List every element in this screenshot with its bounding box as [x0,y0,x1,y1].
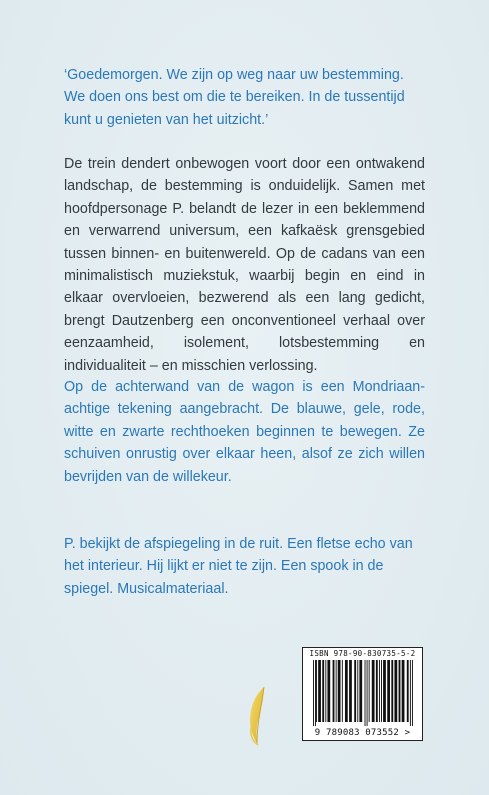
barcode-bar [381,660,382,722]
barcode-bar [354,660,356,722]
barcode-bar [412,660,413,726]
barcode-bar [316,660,317,722]
blurb-paragraph: De trein dendert onbewogen voort door een ontwakend landschap, de bestemming is onduidelijk. Samen met hoofdpersonage P. belandt de lezer in een beklemmend en verwarrend universum, een kafkaësk grensgebied tussen binnen- en buitenwereld. Op de cadans van een minimalistisch muziekstuk, waarbij begin en eind in elkaar overvloeien, bezwerend als een lang gedicht, brengt Dautzenberg een onconventioneel verhaal over eenzaamheid, isolement, lotsbestemming en individualiteit – en misschien verlossing. [64,156,425,374]
barcode-bar [379,660,380,722]
barcode-bar [410,660,411,726]
barcode-bar [318,660,321,722]
barcode-bar [399,660,401,722]
barcode-bar [359,660,362,722]
barcode-bar [313,660,314,726]
isbn-label: ISBN 978-90-830735-5-2 [309,649,416,658]
barcode-bar [357,660,358,722]
barcode-bar [327,660,330,722]
barcode-bar [407,660,409,722]
excerpt-paragraph-2: P. bekijkt de afspiegeling in de ruit. Een fletse echo van het interieur. Hij lijkt er niet te zijn. Een spook in de spiegel. Musicalmateriaal. [64,536,413,597]
barcode-bar [325,660,326,722]
barcode-bar [349,660,352,722]
barcode-bar [391,660,393,722]
barcode-bar [322,660,324,722]
barcode-bar [345,660,348,722]
barcode-bar [338,660,341,722]
barcode-bar [342,660,343,722]
excerpt-paragraph-1: Op de achterwand van de wagon is een Mondriaan-achtige tekening aangebracht. De blauwe, gele, rode, witte en zwarte rechthoeken beginnen te bewegen. Ze schuiven onrustig over elkaar heen, alsof ze zich willen bevrijden van de willekeur. [64,379,425,485]
barcode-bar [336,660,337,722]
isbn-barcode [302,647,423,741]
barcode-bars [313,660,414,726]
barcode-bar [369,660,370,722]
barcode-bar [387,660,390,722]
barcode-bar [376,660,378,722]
barcode-bar [365,660,366,726]
barcode-bar [367,660,368,726]
barcode-digits: 9 789083 073552 > [314,728,411,738]
barcode-bar [333,660,335,722]
barcode-bar [315,660,316,726]
publisher-logo [244,685,270,747]
barcode-bar [383,660,386,722]
feather-quill-icon [244,685,270,747]
barcode-bar [372,660,375,722]
opening-quote: ‘Goedemorgen. We zijn op weg naar uw bestemming. We doen ons best om die te bereiken. In de tussentijd kunt u genieten van het uitzicht.’ [64,67,405,128]
barcode-bar [394,660,397,722]
barcode-bar [402,660,405,722]
